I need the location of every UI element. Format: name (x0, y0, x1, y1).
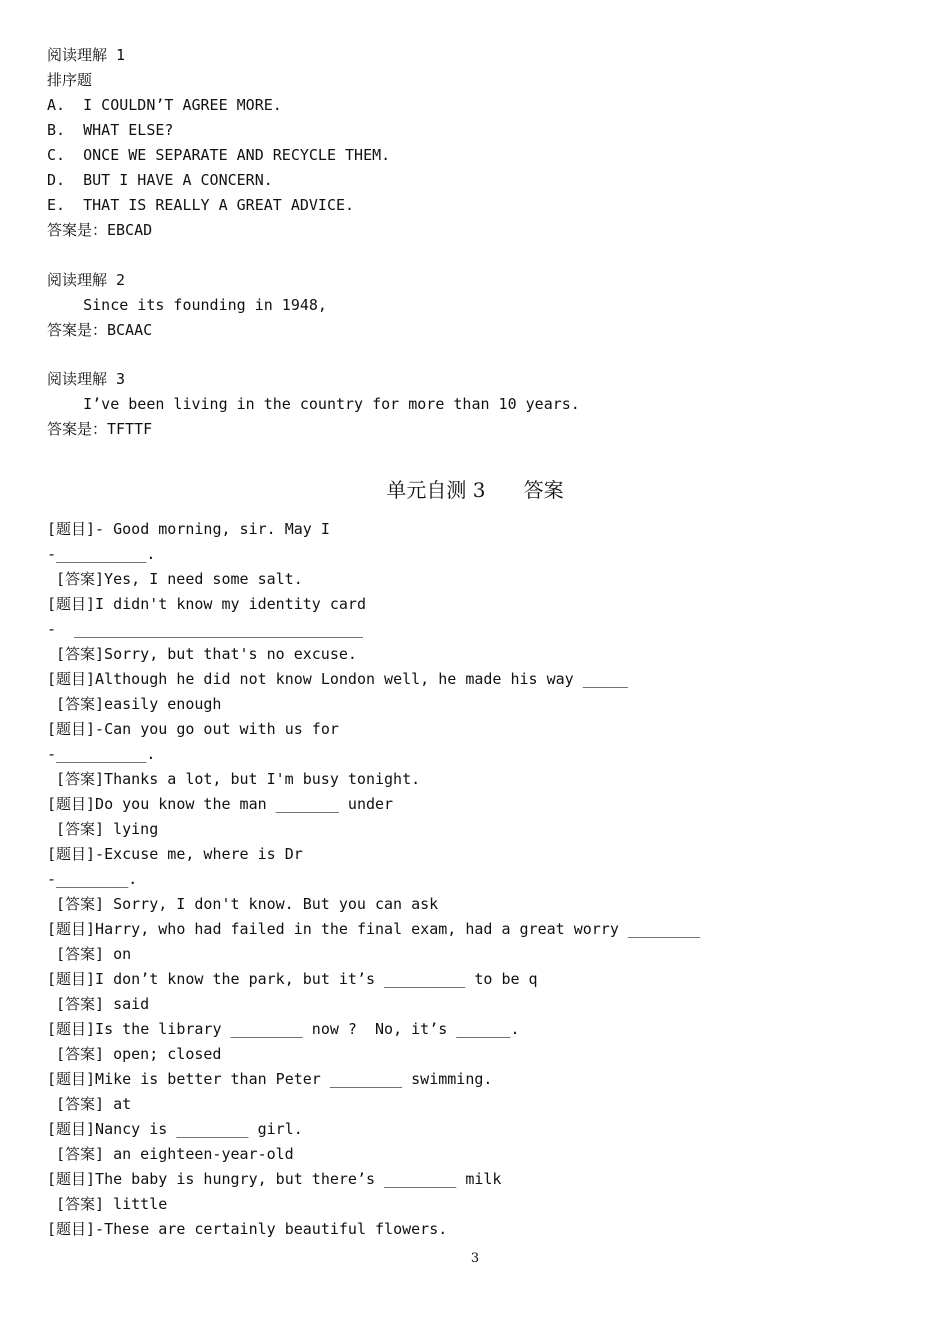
answer-line: [答案] on (56, 945, 132, 963)
answer-line: [答案] little (56, 1195, 168, 1213)
option-e: E. THAT IS REALLY A GREAT ADVICE. (47, 196, 355, 214)
reading-section-3 (47, 367, 580, 442)
section-heading: 阅读理解 1 (47, 46, 126, 64)
option-a: A. I COULDN’T AGREE MORE. (47, 96, 282, 114)
answer-line: [答案]Thanks a lot, but I'm busy tonight. (56, 770, 421, 788)
section-title-answer: 答案 (523, 478, 564, 502)
section-title (0, 476, 950, 504)
question-blank-line: -__________. (47, 745, 156, 763)
answer-line: [答案] lying (56, 820, 159, 838)
answer-line: [答案] Sorry, I don't know. But you can ask (56, 895, 439, 913)
option-b: B. WHAT ELSE? (47, 121, 174, 139)
answer-line: [答案] open; closed (56, 1045, 222, 1063)
question-line: [题目]- Good morning, sir. May I (47, 520, 330, 538)
question-line: [题目]Is the library ________ now ? No, it’s ______. (47, 1020, 520, 1038)
question-line: [题目]Nancy is ________ girl. (47, 1120, 303, 1138)
question-line: [题目]I didn't know my identity card (47, 595, 366, 613)
question-blank-line: -________. (47, 870, 138, 888)
reading-section-1 (47, 43, 390, 243)
passage-text: Since its founding in 1948, (47, 296, 327, 314)
question-blank-line: - ________________________________ (47, 620, 364, 638)
section-heading: 阅读理解 2 (47, 271, 126, 289)
question-line: [题目]Mike is better than Peter ________ swimming. (47, 1070, 493, 1088)
reading-section-2 (47, 268, 327, 343)
question-line: [题目]-Can you go out with us for (47, 720, 339, 738)
answer-line: [答案]easily enough (56, 695, 222, 713)
page-number: 3 (470, 1251, 480, 1266)
qa-list (47, 517, 700, 1242)
question-line: [题目]Do you know the man _______ under (47, 795, 394, 813)
answer-line: [答案]Yes, I need some salt. (56, 570, 303, 588)
passage-text: I’ve been living in the country for more than 10 years. (47, 395, 580, 413)
option-d: D. BUT I HAVE A CONCERN. (47, 171, 273, 189)
answer-line: 答案是：TFTTF (47, 420, 153, 438)
section-heading: 阅读理解 3 (47, 370, 126, 388)
answer-line: [答案] at (56, 1095, 132, 1113)
answer-line: [答案]Sorry, but that's no excuse. (56, 645, 357, 663)
question-line: [题目]-Excuse me, where is Dr (47, 845, 303, 863)
answer-line: [答案] an eighteen-year-old (56, 1145, 294, 1163)
section-title-main: 单元自测 3 (386, 478, 486, 502)
question-line: [题目]Although he did not know London well, he made his way _____ (47, 670, 628, 688)
answer-line: [答案] said (56, 995, 150, 1013)
answer-line: 答案是：BCAAC (47, 321, 153, 339)
question-line: [题目]I don’t know the park, but it’s _________ to be q (47, 970, 538, 988)
section-subheading: 排序题 (47, 71, 93, 89)
answer-line: 答案是：EBCAD (47, 221, 153, 239)
question-line: [题目]The baby is hungry, but there’s ________ milk (47, 1170, 502, 1188)
option-c: C. ONCE WE SEPARATE AND RECYCLE THEM. (47, 146, 391, 164)
question-blank-line: -__________. (47, 545, 156, 563)
question-line: [题目]-These are certainly beautiful flowers. (47, 1220, 448, 1238)
question-line: [题目]Harry, who had failed in the final exam, had a great worry ________ (47, 920, 701, 938)
